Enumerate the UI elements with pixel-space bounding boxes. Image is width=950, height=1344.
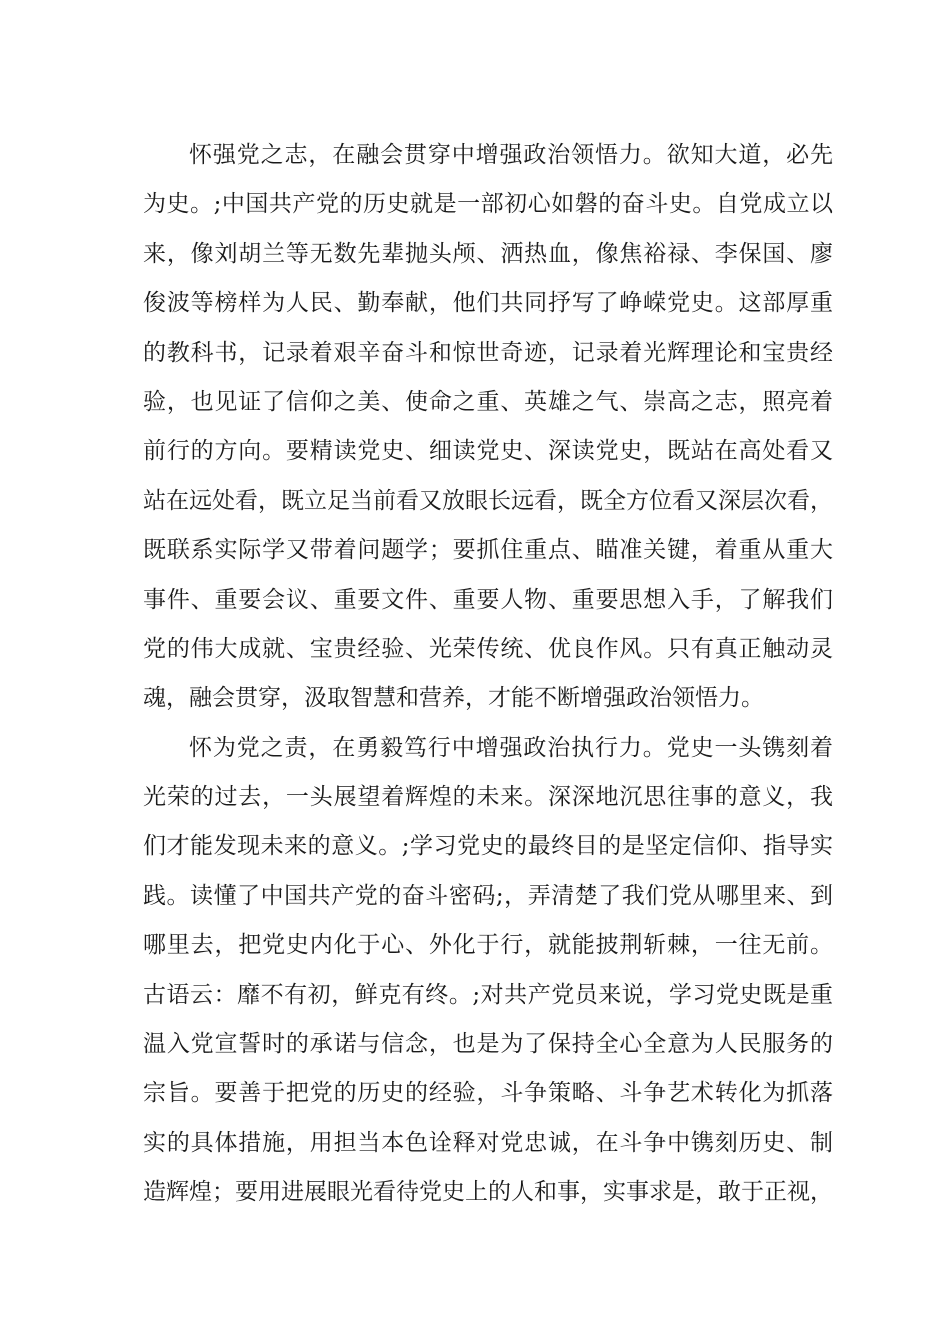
paragraph-1 bbox=[143, 131, 833, 724]
text-line: 党的伟大成就、宝贵经验、光荣传统、优良作风。只有真正触动灵 bbox=[143, 635, 833, 662]
text-line: 哪里去，把党史内化于心、外化于行，就能披荆斩棘，一往无前。 bbox=[143, 932, 833, 959]
text-line: 温入党宣誓时的承诺与信念，也是为了保持全心全意为人民服务的 bbox=[143, 1031, 833, 1058]
text-line: 来，像刘胡兰等无数先辈抛头颅、洒热血，像焦裕禄、李保国、廖 bbox=[143, 240, 833, 267]
text-line: 的教科书，记录着艰辛奋斗和惊世奇迹，记录着光辉理论和宝贵经 bbox=[143, 339, 833, 366]
text-line: 践。读懂了中国共产党的奋斗密码;，弄清楚了我们党从哪里来、到 bbox=[143, 882, 833, 909]
text-line: 俊波等榜样为人民、勤奉献，他们共同抒写了峥嵘党史。这部厚重 bbox=[143, 290, 833, 317]
text-line: 宗旨。要善于把党的历史的经验，斗争策略、斗争艺术转化为抓落 bbox=[143, 1080, 833, 1107]
text-line: 造辉煌；要用进展眼光看待党史上的人和事，实事求是，敢于正视， bbox=[143, 1179, 833, 1206]
text-line: 验，也见证了信仰之美、使命之重、英雄之气、崇高之志，照亮着 bbox=[143, 388, 833, 415]
paragraph-2 bbox=[143, 724, 833, 1218]
text-line: 怀强党之志，在融会贯穿中增强政治领悟力。欲知大道，必先 bbox=[189, 142, 833, 168]
text-line: 古语云：靡不有初，鲜克有终。;对共产党员来说，学习党史既是重 bbox=[143, 981, 833, 1008]
text-line: 们才能发现未来的意义。;学习党史的最终目的是坚定信仰、指导实 bbox=[143, 833, 833, 860]
text-line: 光荣的过去，一头展望着辉煌的未来。深深地沉思往事的意义，我 bbox=[143, 784, 833, 811]
text-line: 前行的方向。要精读党史、细读党史、深读党史，既站在高处看又 bbox=[143, 438, 833, 465]
text-line: 站在远处看，既立足当前看又放眼长远看，既全方位看又深层次看， bbox=[143, 487, 833, 514]
text-line: 实的具体措施，用担当本色诠释对党忠诚，在斗争中镌刻历史、制 bbox=[143, 1129, 833, 1156]
text-line: 既联系实际学又带着问题学；要抓住重点、瞄准关键，着重从重大 bbox=[143, 537, 833, 564]
text-line: 为史。;中国共产党的历史就是一部初心如磐的奋斗史。自党成立以 bbox=[143, 191, 833, 218]
text-line: 魂，融会贯穿，汲取智慧和营养，才能不断增强政治领悟力。 bbox=[143, 685, 764, 712]
text-line: 事件、重要会议、重要文件、重要人物、重要思想入手，了解我们 bbox=[143, 586, 833, 613]
document-body bbox=[143, 131, 833, 1218]
text-line: 怀为党之责，在勇毅笃行中增强政治执行力。党史一头镌刻着 bbox=[189, 734, 833, 761]
